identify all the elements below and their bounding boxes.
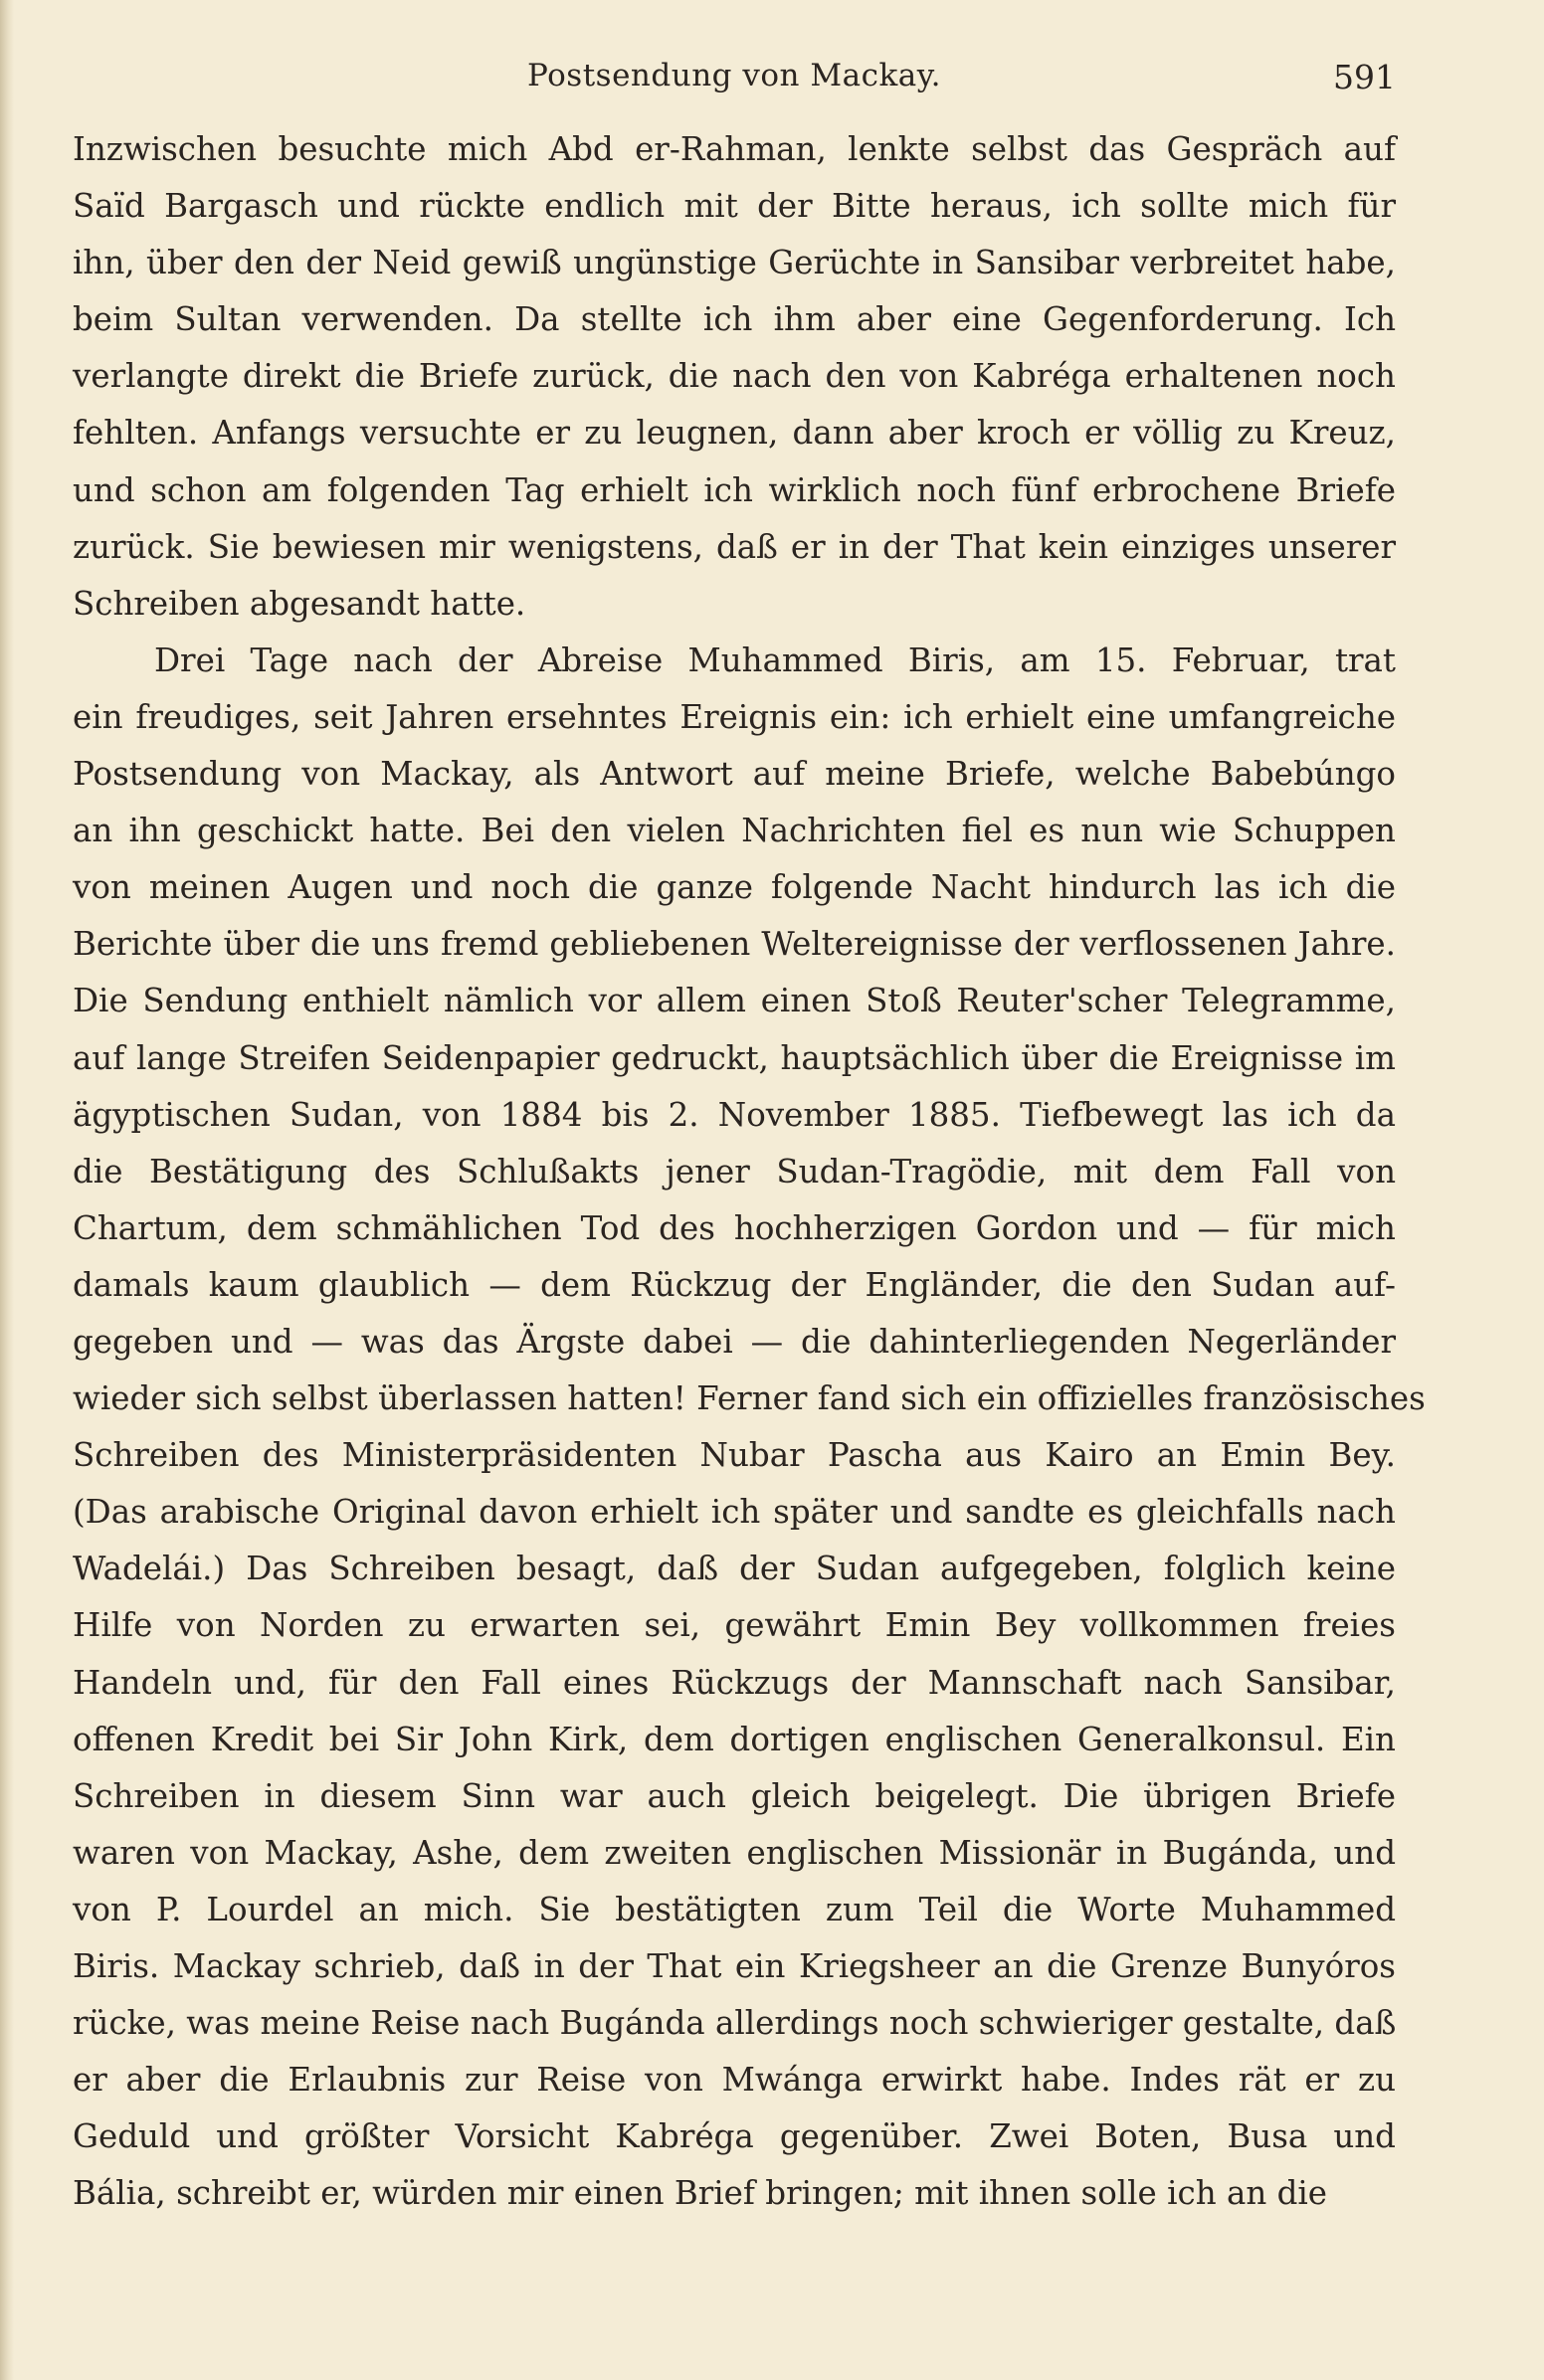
running-title: Postsendung von Mackay.: [527, 58, 941, 93]
text-line: die Bestätigung des Schlußakts jener Sudan-Tragödie, mit dem Fall von: [73, 1152, 1396, 1190]
text-line: Wadelái.) Das Schreiben besagt, daß der Sudan aufgegeben, folglich keine: [73, 1550, 1396, 1588]
text-line: Berichte über die uns fremd gebliebenen Weltereignisse der verflossenen Jahre.: [73, 925, 1396, 964]
scan-edge: [0, 0, 14, 2380]
text-line: damals kaum glaublich — dem Rückzug der Engländer, die den Sudan auf-: [73, 1265, 1396, 1304]
text-line: von meinen Augen und noch die ganze folgende Nacht hindurch las ich die: [73, 868, 1396, 907]
text-line: ihn, über den der Neid gewiß ungünstige Gerüchte in Sansibar verbreitet habe,: [73, 244, 1396, 282]
text-line: Biris. Mackay schrieb, daß in der That ein Kriegsheer an die Grenze Bunyóros: [73, 1947, 1396, 1985]
text-line: fehlten. Anfangs versuchte er zu leugnen, dann aber kroch er völlig zu Kreuz,: [73, 414, 1396, 453]
text-line: ägyptischen Sudan, von 1884 bis 2. November 1885. Tiefbewegt las ich da: [73, 1095, 1396, 1134]
text-line: Drei Tage nach der Abreise Muhammed Biris, am 15. Februar, trat: [154, 641, 1396, 679]
text-line: Inzwischen besuchte mich Abd er-Rahman, lenkte selbst das Gespräch auf: [73, 130, 1396, 168]
text-line: zurück. Sie bewiesen mir wenigstens, daß er in der That kein einziges unserer: [73, 527, 1396, 566]
text-line: Postsendung von Mackay, als Antwort auf meine Briefe, welche Babebúngo: [73, 755, 1396, 794]
text-line: wieder sich selbst überlassen hatten! Ferner fand sich ein offizielles französisches: [73, 1379, 1426, 1418]
page-header: [73, 58, 1396, 107]
text-line: Handeln und, für den Fall eines Rückzugs der Mannschaft nach Sansibar,: [73, 1663, 1396, 1702]
text-line: auf lange Streifen Seidenpapier gedruckt, hauptsächlich über die Ereignisse im: [73, 1038, 1396, 1077]
text-line: Hilfe von Norden zu erwarten sei, gewährt Emin Bey vollkommen freies: [73, 1606, 1396, 1645]
text-line: und schon am folgenden Tag erhielt ich wirklich noch fünf erbrochene Briefe: [73, 470, 1396, 509]
text-line: Schreiben des Ministerpräsidenten Nubar Pascha aus Kairo an Emin Bey.: [73, 1436, 1396, 1475]
text-line: Die Sendung enthielt nämlich vor allem einen Stoß Reuter'scher Telegramme,: [73, 982, 1396, 1020]
text-line: Chartum, dem schmählichen Tod des hochherzigen Gordon und — für mich: [73, 1208, 1396, 1247]
page-number: 591: [1333, 58, 1396, 96]
text-line: beim Sultan verwenden. Da stellte ich ihm aber eine Gegenforderung. Ich: [73, 300, 1396, 339]
text-line: verlangte direkt die Briefe zurück, die nach den von Kabréga erhaltenen noch: [73, 357, 1396, 396]
text-line: gegeben und — was das Ärgste dabei — die dahinterliegenden Negerländer: [73, 1322, 1396, 1361]
text-line: Saïd Bargasch und rückte endlich mit der Bitte heraus, ich sollte mich für: [73, 187, 1396, 226]
text-line: von P. Lourdel an mich. Sie bestätigten zum Teil die Worte Muhammed: [73, 1890, 1396, 1928]
text-line: Schreiben abgesandt hatte.: [73, 584, 526, 623]
text-line: Schreiben in diesem Sinn war auch gleich beigelegt. Die übrigen Briefe: [73, 1776, 1396, 1815]
text-line: er aber die Erlaubnis zur Reise von Mwánga erwirkt habe. Indes rät er zu: [73, 2061, 1396, 2100]
text-line: rücke, was meine Reise nach Bugánda allerdings noch schwieriger gestalte, daß: [73, 2004, 1397, 2043]
text-line: offenen Kredit bei Sir John Kirk, dem dortigen englischen Generalkonsul. Ein: [73, 1720, 1396, 1758]
text-line: waren von Mackay, Ashe, dem zweiten englischen Missionär in Bugánda, und: [73, 1833, 1396, 1872]
text-line: (Das arabische Original davon erhielt ich später und sandte es gleichfalls nach: [73, 1493, 1396, 1532]
text-line: Bália, schreibt er, würden mir einen Brief bringen; mit ihnen solle ich an die: [73, 2174, 1328, 2213]
text-line: an ihn geschickt hatte. Bei den vielen Nachrichten fiel es nun wie Schuppen: [73, 812, 1396, 850]
body-text: [73, 121, 1426, 2222]
text-line: ein freudiges, seit Jahren ersehntes Ereignis ein: ich erhielt eine umfangreiche: [73, 697, 1396, 736]
text-line: Geduld und größter Vorsicht Kabréga gegenüber. Zwei Boten, Busa und: [73, 2117, 1396, 2156]
